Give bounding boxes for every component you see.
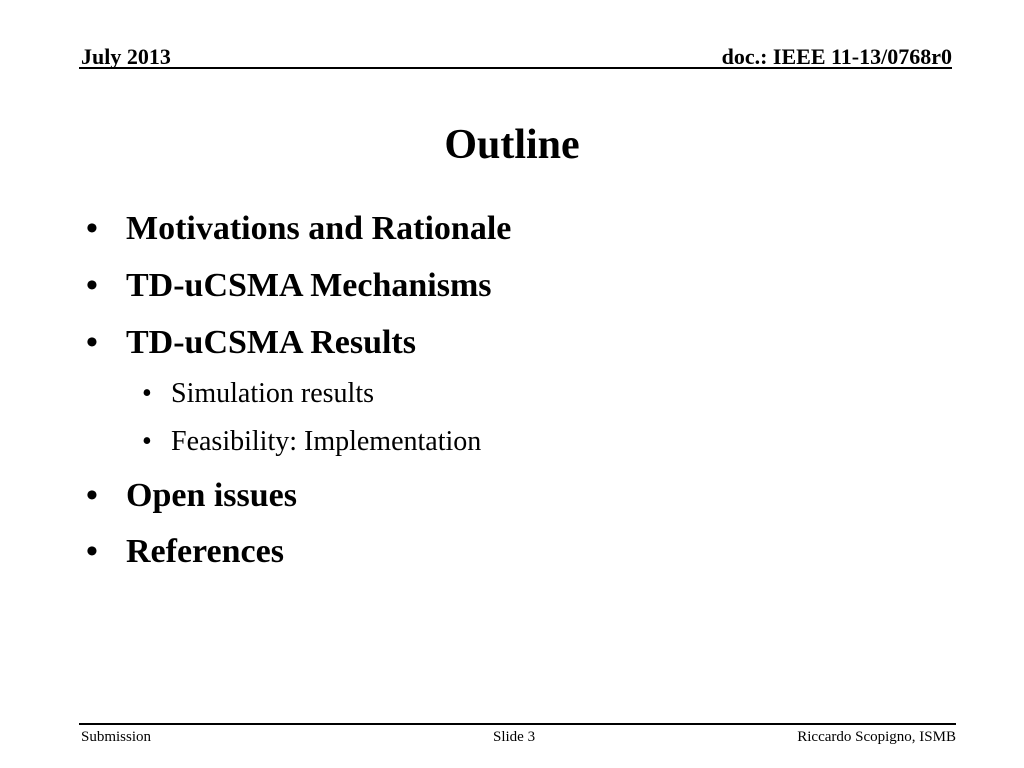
footer-slide-number: Slide 3 — [493, 729, 536, 745]
outline-item-label: TD-uCSMA Mechanisms — [126, 267, 492, 304]
bullet-icon: • — [86, 533, 98, 570]
outline-item-label: TD-uCSMA Results — [126, 324, 416, 361]
bullet-icon: • — [86, 324, 98, 361]
outline-item-motivations — [86, 209, 511, 249]
outline-item-results — [86, 323, 416, 363]
outline-item-label: References — [126, 533, 284, 570]
bullet-icon: • — [142, 378, 152, 409]
footer-author: Riccardo Scopigno, ISMB — [797, 729, 956, 745]
outline-item-label: Simulation results — [171, 378, 374, 409]
bullet-icon: • — [86, 477, 98, 514]
bullet-icon: • — [86, 267, 98, 304]
outline-subitem-simulation — [142, 377, 374, 411]
footer-submission: Submission — [81, 729, 152, 745]
outline-subitem-feasibility — [142, 425, 481, 459]
header-date: July 2013 — [81, 44, 171, 69]
bullet-icon: • — [86, 210, 98, 247]
outline-item-open-issues — [86, 476, 297, 516]
outline-item-label: Open issues — [126, 477, 297, 514]
outline-item-label: Feasibility: Implementation — [171, 426, 482, 457]
header-doc-id: doc.: IEEE 11-13/0768r0 — [721, 44, 952, 69]
outline-item-references — [86, 532, 284, 572]
bullet-icon: • — [142, 426, 152, 457]
outline-item-label: Motivations and Rationale — [126, 210, 512, 247]
footer-divider — [79, 723, 956, 725]
outline-item-mechanisms — [86, 266, 492, 306]
slide-title: Outline — [444, 122, 580, 168]
